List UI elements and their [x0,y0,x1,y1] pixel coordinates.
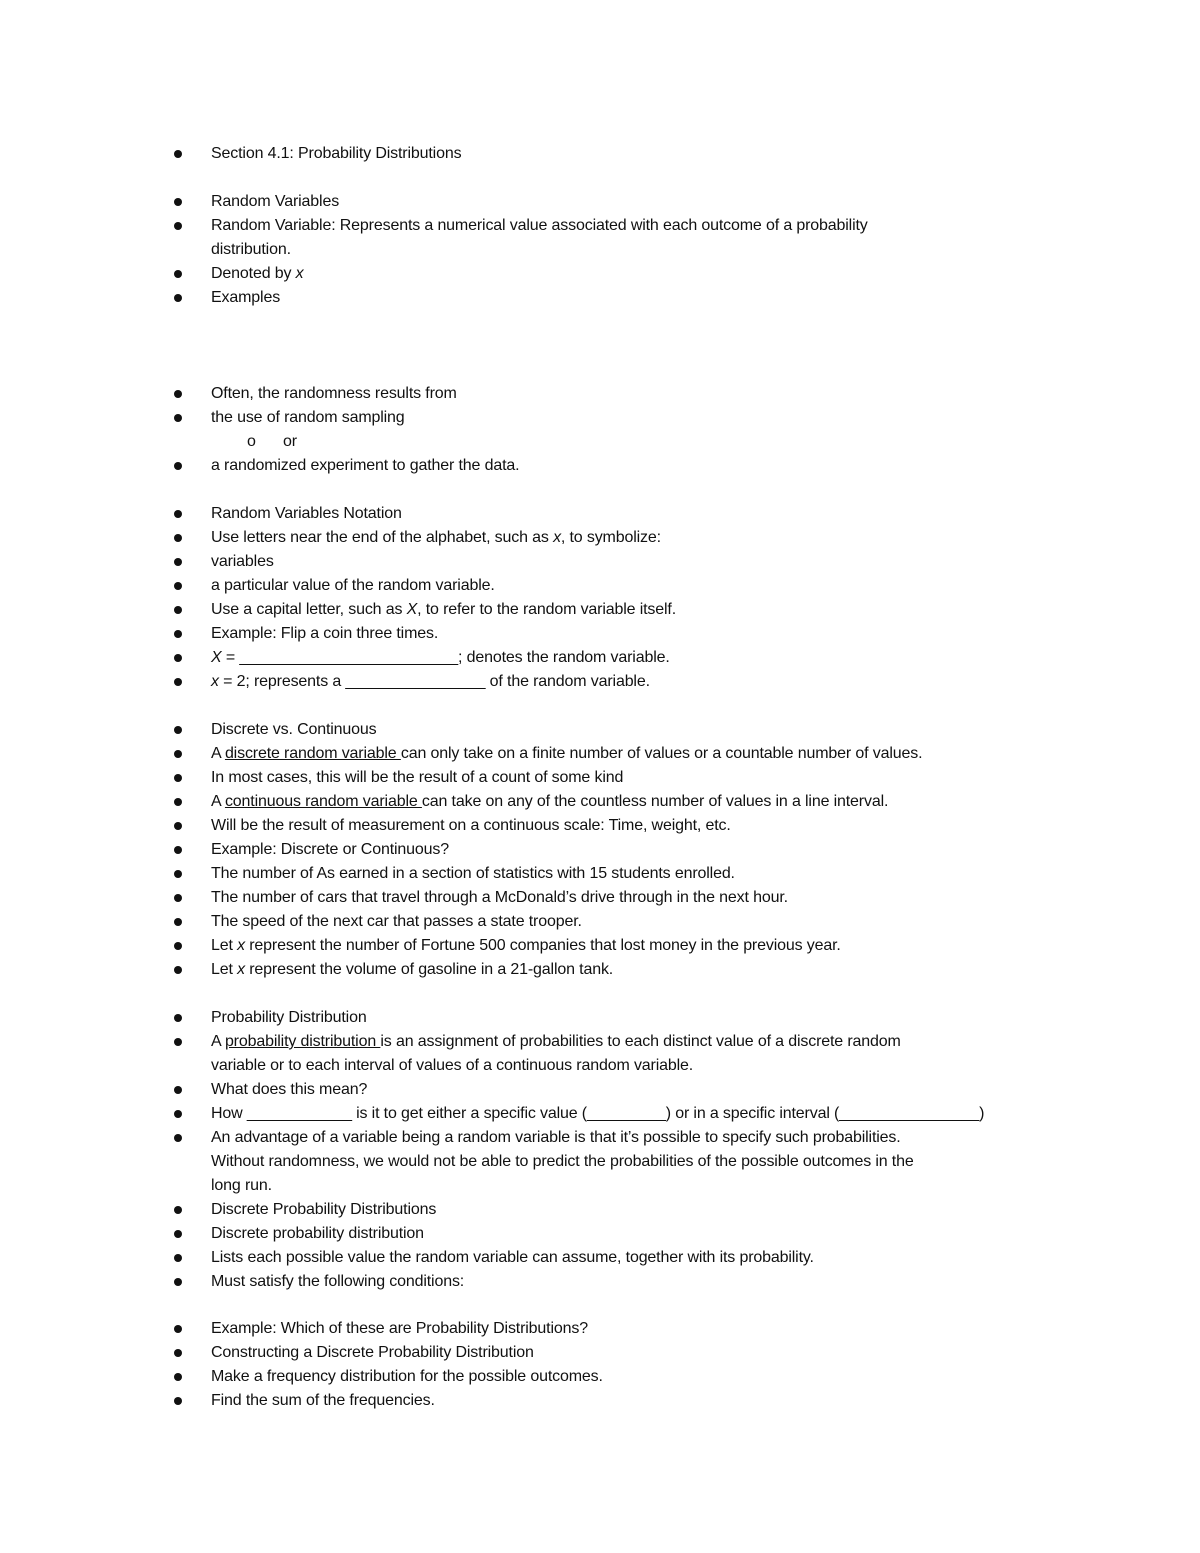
list-item-text: What does this mean? [211,1081,368,1098]
bullet-icon [174,1373,182,1381]
underlined-term: probability distribution [224,1033,381,1050]
list-item-text: The number of As earned in a section of statistics with 15 students enrolled. [211,865,735,882]
bullet-icon [174,798,182,806]
list-item-text: Must satisfy the following conditions: [211,1273,465,1290]
list-item-text: Let x represent the volume of gasoline in a 21-gallon tank. [211,961,614,978]
list-item-text: Examples [211,289,281,306]
bullet-icon [174,630,182,638]
list-item-text: a particular value of the random variable. [211,577,495,594]
section-title: Section 4.1: Probability Distributions [211,145,462,162]
list-item-text: a randomized experiment to gather the data. [211,457,520,474]
bullet-icon [174,150,182,158]
list-item-text: variable or to each interval of values of a continuous random variable. [211,1057,694,1074]
list-item-text: Find the sum of the frequencies. [211,1392,435,1409]
list-item-text: Let x represent the number of Fortune 500 companies that lost money in the previous year. [211,937,841,954]
bullet-icon [174,774,182,782]
list-item-text: long run. [211,1177,272,1194]
list-item-text: Probability Distribution [211,1009,367,1026]
bullet-icon [174,1086,182,1094]
bullet-icon [174,846,182,854]
list-item-text: variables [211,553,274,570]
bullet-icon [174,678,182,686]
list-item-text: Lists each possible value the random variable can assume, together with its probability. [211,1249,814,1266]
list-item-text: A continuous random variable can take on any of the countless number of values in a line interval. [211,793,889,810]
underlined-term: continuous random variable [224,793,422,810]
bullet-icon [174,1254,182,1262]
bullet-icon [174,918,182,926]
bullet-icon [174,270,182,278]
bullet-icon [174,198,182,206]
list-item-text: Example: Discrete or Continuous? [211,841,449,858]
bullet-icon [174,726,182,734]
list-item-text: Discrete Probability Distributions [211,1201,437,1218]
list-item-text: Random Variable: Represents a numerical value associated with each outcome of a probability [211,217,868,234]
bullet-icon [174,750,182,758]
circle-bullet-icon: o [247,433,256,450]
list-item-text: An advantage of a variable being a random variable is that it’s possible to specify such probabilities. [211,1129,901,1146]
bullet-icon [174,294,182,302]
bullet-icon [174,942,182,950]
bullet-icon [174,1397,182,1405]
bullet-icon [174,390,182,398]
bullet-icon [174,1014,182,1022]
bullet-icon [174,1206,182,1214]
bullet-icon [174,1349,182,1357]
list-item-text: Make a frequency distribution for the possible outcomes. [211,1368,603,1385]
list-item-text: In most cases, this will be the result of a count of some kind [211,769,624,786]
list-item-text: x = 2; represents a ________________ of the random variable. [211,673,650,690]
list-item-text: Denoted by x [211,265,304,282]
list-item-text: Will be the result of measurement on a continuous scale: Time, weight, etc. [211,817,731,834]
bullet-icon [174,534,182,542]
list-item-text: Example: Which of these are Probability Distributions? [211,1320,588,1337]
list-item-text: X = _________________________; denotes the random variable. [211,649,670,666]
list-item-text: Without randomness, we would not be able to predict the probabilities of the possible outcomes in the [211,1153,914,1170]
list-item-text: Often, the randomness results from [211,385,457,402]
bullet-icon [174,558,182,566]
bullet-icon [174,1325,182,1333]
bullet-icon [174,894,182,902]
list-item-text: The speed of the next car that passes a state trooper. [211,913,582,930]
bullet-icon [174,414,182,422]
bullet-icon [174,870,182,878]
list-item-text: How ____________ is it to get either a specific value (_________) or in a specific interval (________________) [211,1105,985,1122]
bullet-icon [174,462,182,470]
list-item-text: Use letters near the end of the alphabet, such as x, to symbolize: [211,529,661,546]
bullet-icon [174,1038,182,1046]
bullet-icon [174,510,182,518]
list-item-text: Use a capital letter, such as X, to refer to the random variable itself. [211,601,677,618]
list-item-text: Random Variables [211,193,340,210]
list-item-text: the use of random sampling [211,409,405,426]
bullet-icon [174,1230,182,1238]
bullet-icon [174,1278,182,1286]
underlined-term: discrete random variable [224,745,401,762]
bullet-icon [174,654,182,662]
bullet-icon [174,222,182,230]
bullet-icon [174,582,182,590]
list-item-text: A discrete random variable can only take on a finite number of values or a countable number of values. [211,745,923,762]
bullet-icon [174,1110,182,1118]
bullet-icon [174,966,182,974]
list-item-text: Example: Flip a coin three times. [211,625,439,642]
list-item-text: Constructing a Discrete Probability Distribution [211,1344,534,1361]
list-item-text: Random Variables Notation [211,505,402,522]
list-item-text: The number of cars that travel through a McDonald’s drive through in the next hour. [211,889,788,906]
bullet-icon [174,606,182,614]
list-item-text: or [283,433,297,450]
list-item-text: distribution. [211,241,291,258]
list-item-text: Discrete vs. Continuous [211,721,377,738]
list-item-text: Discrete probability distribution [211,1225,424,1242]
bullet-icon [174,1134,182,1142]
bullet-icon [174,822,182,830]
list-item-text: A probability distribution is an assignment of probabilities to each distinct value of a discrete random [211,1033,901,1050]
